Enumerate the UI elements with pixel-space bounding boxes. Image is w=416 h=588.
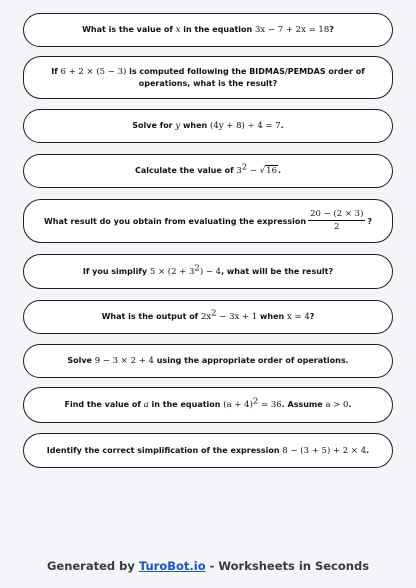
- question-9-condition: a > 0: [325, 400, 349, 410]
- question-7-expression-b: − 3x + 1: [216, 312, 258, 322]
- footer-prefix: Generated by: [46, 559, 139, 573]
- question-4-prefix: Calculate the value of: [134, 166, 237, 175]
- question-6-exponent: 2: [194, 262, 200, 273]
- question-7-prefix: What is the output of: [101, 312, 201, 321]
- question-9-mid: in the equation: [148, 400, 224, 409]
- question-9-variable: a: [143, 400, 149, 410]
- question-8-suffix: using the appropriate order of operations.: [153, 356, 349, 365]
- question-2-prefix: If: [51, 67, 61, 76]
- question-2-expression: 6 + 2 × (5 − 3): [60, 67, 127, 77]
- question-7-suffix: ?: [309, 312, 315, 321]
- question-4-base: 3: [236, 166, 242, 176]
- question-7-mid: when: [257, 312, 288, 321]
- question-9-expression-b: = 36: [258, 400, 282, 410]
- question-10-prefix: Identify the correct simplification of the expression: [46, 445, 283, 455]
- question-5-suffix: ?: [367, 216, 373, 226]
- question-3-mid: when: [180, 121, 211, 130]
- question-card-9: [23, 387, 393, 423]
- question-card-10: [23, 433, 393, 468]
- question-6-prefix: If you simplify: [82, 266, 150, 276]
- question-1-mid: in the equation: [180, 25, 256, 34]
- question-8-expression: 9 − 3 × 2 + 4: [94, 356, 154, 366]
- question-9-expression-a: (a + 4): [223, 400, 253, 410]
- question-10-expression: 8 − (3 + 5) + 2 × 4: [282, 445, 367, 456]
- question-3-variable: y: [175, 121, 181, 131]
- question-card-3: [23, 109, 393, 143]
- question-7-expression-a: 2x: [200, 312, 212, 322]
- footer-suffix: - Worksheets in Seconds: [205, 559, 370, 573]
- question-4-minus-root: − √: [247, 166, 266, 176]
- question-5-fraction: [308, 209, 365, 233]
- question-3-equation: (4y + 8) ÷ 4 = 7: [210, 121, 281, 131]
- question-card-8: [23, 344, 393, 378]
- question-card-1: [23, 13, 393, 47]
- question-card-4: [23, 154, 393, 188]
- question-7-exponent: 2: [211, 308, 217, 319]
- question-4-radicand: 16: [266, 166, 277, 176]
- question-3-suffix: .: [280, 121, 284, 130]
- question-9-exponent: 2: [252, 396, 259, 407]
- question-1-variable: x: [175, 25, 181, 35]
- footer-link[interactable]: TuroBot.io: [138, 559, 206, 573]
- question-10-suffix: .: [366, 445, 370, 455]
- question-2-suffix: is computed following the BIDMAS/PEMDAS order of operations, what is the result?: [126, 67, 365, 88]
- question-1-prefix: What is the value of: [82, 25, 176, 34]
- question-9-suffix: .: [348, 400, 352, 409]
- question-card-2: [23, 56, 393, 99]
- question-4-exponent: 2: [241, 162, 248, 173]
- question-6-suffix: , what will be the result?: [221, 266, 334, 276]
- question-8-prefix: Solve: [67, 356, 95, 365]
- question-card-6: [23, 254, 393, 289]
- footer: [0, 559, 416, 573]
- question-9-prefix: Find the value of: [64, 400, 144, 409]
- question-5-denominator: 2: [334, 222, 340, 232]
- question-5-prefix: What result do you obtain from evaluating the expression: [43, 216, 307, 226]
- question-6-expression-b: ) − 4: [199, 266, 222, 277]
- question-card-5: [23, 199, 393, 243]
- question-4-suffix: .: [277, 166, 282, 175]
- question-5-numerator: 20 − (2 × 3): [310, 209, 364, 219]
- question-3-prefix: Solve for: [132, 121, 176, 130]
- question-9-mid2: . Assume: [281, 400, 326, 409]
- question-6-expression-a: 5 × (2 + 3: [149, 266, 195, 277]
- question-7-condition: x = 4: [287, 312, 310, 322]
- question-1-equation: 3x − 7 + 2x = 18: [255, 25, 330, 35]
- question-1-suffix: ?: [329, 25, 334, 34]
- question-card-7: [23, 300, 393, 334]
